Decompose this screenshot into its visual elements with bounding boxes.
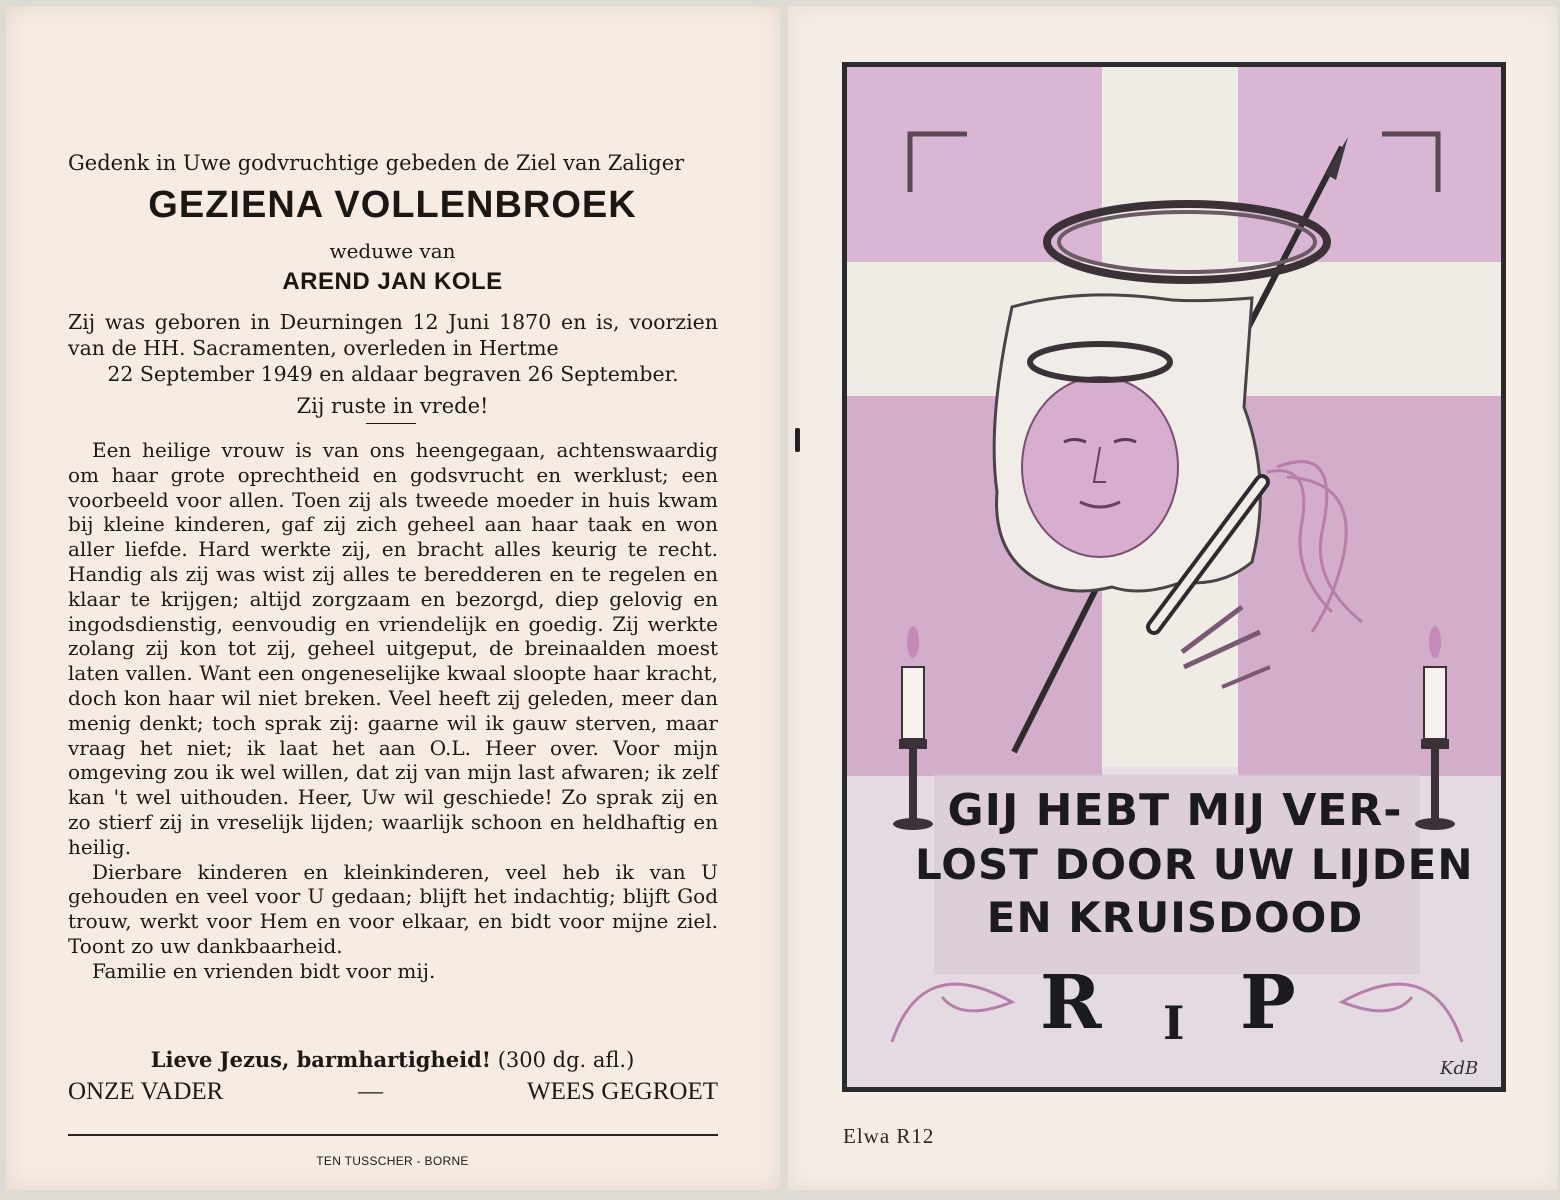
intro-line: Gedenk in Uwe godvruchtige gebeden de Ziel van Zaliger	[68, 151, 685, 175]
widow-of-label: weduwe van	[329, 239, 456, 263]
prayer-left: ONZE VADER	[68, 1078, 224, 1105]
biography-line2: 22 September 1949 en aldaar begraven 26 September.	[107, 362, 679, 386]
husband-name: AREND JAN KOLE	[282, 268, 503, 295]
rip-letter-p: P	[1240, 960, 1296, 1046]
biography	[68, 309, 718, 387]
prayer-right: WEES GEGROET	[527, 1078, 718, 1105]
pink-quadrant	[1238, 67, 1501, 262]
artist-signature: KdB	[1440, 1058, 1479, 1079]
paper-mark	[795, 428, 800, 452]
eulogy-paragraph: Dierbare kinderen en kleinkinderen, veel heb ik van U gehouden en veel voor U gedaan; blijft het indachtig; blijft God trouw, werkt voor Hem en voor elkaar, en bidt voor mijne ziel. Toont zo uw dankbaarheid.	[68, 859, 718, 958]
rest-in-peace: Zij ruste in vrede!	[296, 394, 489, 418]
face-of-christ	[1022, 377, 1178, 557]
printer-credit: TEN TUSSCHER - BORNE	[316, 1154, 469, 1168]
rip-letter-i: I	[1163, 996, 1185, 1050]
rip-letter-r: R	[1040, 960, 1102, 1046]
biography-line1: Zij was geboren in Deurningen 12 Juni 1870 en is, voorzien van de HH. Sacramenten, overleden in Hertme	[68, 310, 718, 360]
motto-line-3: EN KRUISDOOD	[986, 893, 1364, 942]
pink-quadrant	[1238, 396, 1501, 776]
motto-line-1: GIJ HEBT MIJ VER-	[947, 785, 1403, 836]
eulogy-paragraph: Een heilige vrouw is van ons heengegaan, achtenswaardig om haar grote oprechtheid en godsvrucht en werklust; een voorbeeld voor allen. Toen zij als tweede moeder in huis kwam bij kleine kinderen, gaf zij zich geheel aan haar taak en won aller liefde. Hard werkte zij, en bracht alles keurig te recht. Handig als zij was wist zij alles te beredderen en te regelen en klaar te krijgen; altijd zorgzaam en bezorgd, diep gelovig en ingodsdienstig, eenvoudig en vriendelijk en goedig. Zij werkte zolang zij kon tot zij, geheel uitgeput, de breinaalden moest laten vallen. Want een ongeneselijke kwaal sloopte haar kracht, doch kon haar wil niet breken. Veel heeft zij geleden, meer dan menig denkt; toch sprak zij: gaarne wil ik gauw sterven, maar vraag het niet; ik laat het aan O.L. Heer over. Voor mijn omgeving zou ik wel willen, dat zij van mijn last afwaren; ik zelf kan 't wel uithouden. Heer, Uw wil geschiede! Zo sprak zij en zo stierf zij in vreselijk lijden; waarlijk schoon en heldhaftig en heilig.	[68, 438, 718, 859]
eulogy-paragraph: Familie en vrienden bidt voor mij.	[92, 958, 436, 983]
eulogy	[68, 438, 718, 984]
divider	[366, 423, 416, 424]
prayer-invocation	[0, 1047, 785, 1072]
prayer-bold: Lieve Jezus, barmhartigheid!	[150, 1047, 491, 1072]
bottom-rule	[68, 1134, 718, 1136]
motto-line-2: LOST DOOR UW LIJDEN	[915, 840, 1474, 889]
prayer-indulgence: (300 dg. afl.)	[497, 1048, 635, 1072]
prayer-dash: —	[358, 1078, 383, 1105]
card-code: Elwa R12	[843, 1124, 935, 1148]
deceased-name: GEZIENA VOLLENBROEK	[148, 184, 637, 226]
